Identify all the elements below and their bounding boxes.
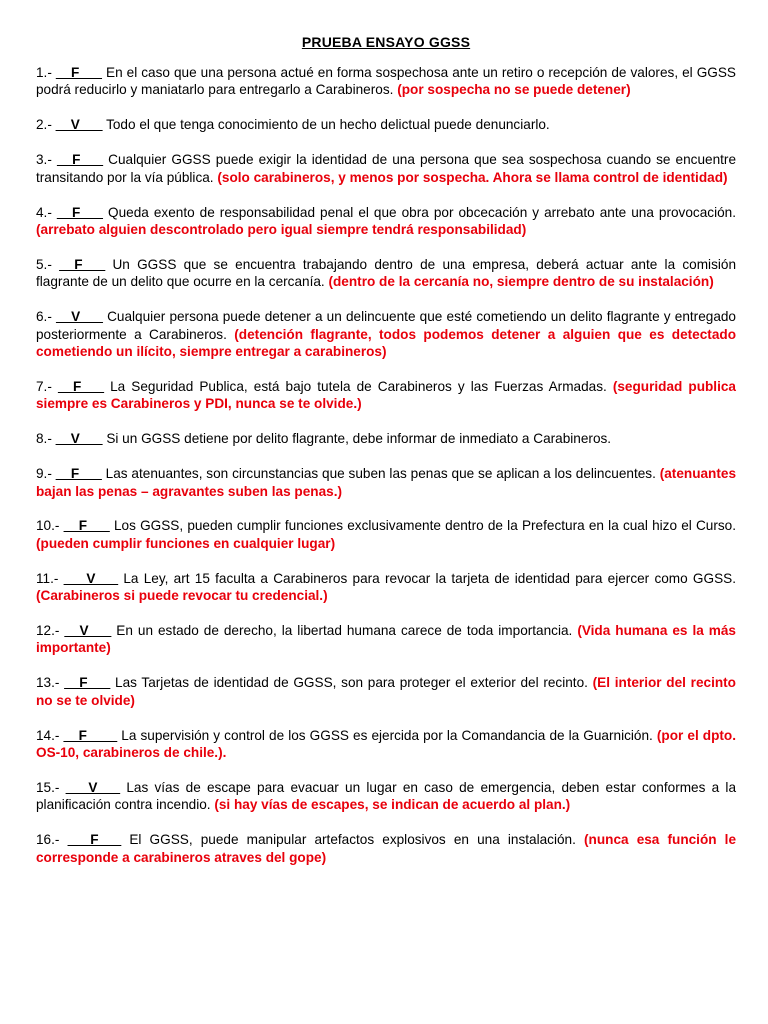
question-item xyxy=(36,151,736,186)
question-text: La Seguridad Publica, está bajo tutela de Carabineros y las Fuerzas Armadas. xyxy=(110,378,607,394)
question-item xyxy=(36,779,736,814)
question-text: Todo el que tenga conocimiento de un hecho delictual puede denunciarlo. xyxy=(106,117,550,133)
question-number: 9.- xyxy=(36,466,52,482)
question-text: Los GGSS, pueden cumplir funciones exclusivamente dentro de la Prefectura en la cual hizo el Curso. xyxy=(113,518,737,534)
question-text: Cualquier persona puede detener a un delincuente que esté cometiendo un delito flagrante y entregado posteriormente a Carabineros. xyxy=(36,309,736,342)
question-number: 10.- xyxy=(36,518,60,534)
question-item xyxy=(36,570,736,605)
question-number: 6.- xyxy=(36,309,52,325)
document-page xyxy=(36,34,736,884)
question-item xyxy=(36,727,736,762)
question-text: Cualquier GGSS puede exigir la identidad de una persona que sea sospechosa cuando se encuentre transitando por la vía pública. xyxy=(36,152,737,185)
correction-note: (si hay vías de escapes, se indican de acuerdo al plan.) xyxy=(214,797,571,813)
correction-note: (por el dpto. OS-10, carabineros de chile.). xyxy=(36,727,737,761)
question-text: Las Tarjetas de identidad de GGSS, son para proteger el exterior del recinto. xyxy=(115,675,588,691)
question-text: El GGSS, puede manipular artefactos explosivos en una instalación. xyxy=(129,832,576,848)
question-item xyxy=(36,256,736,291)
question-text: En el caso que una persona actué en forma sospechosa ante un retiro o recepción de valores, el GGSS podrá reducirlo y maniatarlo para entregarlo a Carabineros. xyxy=(36,65,736,98)
question-number: 15.- xyxy=(36,779,60,795)
answer-mark: __F___ xyxy=(63,518,110,534)
question-text: Si un GGSS detiene por delito flagrante, debe informar de inmediato a Carabineros. xyxy=(106,431,612,447)
question-number: 16.- xyxy=(36,832,60,848)
question-text: Las vías de escape para evacuar un lugar en caso de emergencia, deben estar conformes a la planificación contra incendio. xyxy=(36,779,737,813)
correction-note: (nunca esa función le corresponde a carabineros atraves del gope) xyxy=(36,832,737,865)
question-number: 13.- xyxy=(36,675,60,691)
correction-note: (Vida humana es la más importante) xyxy=(36,623,736,656)
answer-mark: ___F___ xyxy=(67,832,122,848)
question-text: La Ley, art 15 faculta a Carabineros para revocar la tarjeta de identidad para ejercer como GGSS. xyxy=(123,570,736,586)
question-number: 4.- xyxy=(36,204,52,220)
question-number: 7.- xyxy=(36,378,52,394)
answer-mark: ___V___ xyxy=(65,779,121,795)
correction-note: (seguridad publica siempre es Carabineros y PDI, nunca se te olvide.) xyxy=(36,378,736,412)
question-text: Las atenuantes, son circunstancias que suben las penas que se aplican a los delincuentes. xyxy=(105,466,656,482)
question-item xyxy=(36,517,736,552)
correction-note: (atenuantes bajan las penas – agravantes suben las penas.) xyxy=(36,466,737,499)
question-item xyxy=(36,204,736,239)
question-item xyxy=(36,430,736,447)
question-number: 8.- xyxy=(36,431,52,447)
question-number: 2.- xyxy=(36,117,52,133)
answer-mark: __V___ xyxy=(64,623,112,639)
document-title: PRUEBA ENSAYO GGSS xyxy=(301,34,471,50)
answer-mark: __V___ xyxy=(55,431,103,447)
answer-mark: __F___ xyxy=(55,65,102,80)
question-text: Un GGSS que se encuentra trabajando dentro de una empresa, deberá actuar ante la comisión flagrante de un delito que ocurre en la cercanía. xyxy=(36,256,737,290)
correction-note: (detención flagrante, todos podemos detener a alguien que es detectado cometiendo un ilícito, siempre entregar a carabineros) xyxy=(36,326,736,359)
question-text: Queda exento de responsabilidad penal el que obra por obcecación y arrebato ante una provocación. xyxy=(108,204,736,220)
answer-mark: __F___ xyxy=(64,675,111,691)
question-item xyxy=(36,116,736,133)
question-number: 11.- xyxy=(36,570,59,586)
question-number: 12.- xyxy=(36,623,60,639)
question-item xyxy=(36,378,736,413)
answer-mark: __F___ xyxy=(56,204,103,220)
correction-note: (Carabineros si puede revocar tu credencial.) xyxy=(36,588,328,604)
question-text: En un estado de derecho, la libertad humana carece de toda importancia. xyxy=(116,623,573,639)
answer-mark: __F___ xyxy=(56,152,104,168)
answer-mark: __F___ xyxy=(59,256,106,272)
answer-mark: __F___ xyxy=(55,466,102,482)
question-item xyxy=(36,622,736,657)
question-number: 3.- xyxy=(36,152,52,168)
answer-mark: __V___ xyxy=(55,117,103,133)
answer-mark: __V___ xyxy=(56,309,103,325)
answer-mark: __F___ xyxy=(57,378,105,394)
question-number: 1.- xyxy=(36,65,52,80)
answer-mark: __F____ xyxy=(63,727,118,743)
answer-mark: ___V___ xyxy=(63,570,119,586)
question-item xyxy=(36,674,736,709)
question-item xyxy=(36,465,736,500)
question-list xyxy=(36,64,736,866)
question-number: 5.- xyxy=(36,256,52,272)
question-item xyxy=(36,64,736,99)
question-number: 14.- xyxy=(36,727,60,743)
question-item xyxy=(36,308,736,360)
correction-note: (dentro de la cercanía no, siempre dentro de su instalación) xyxy=(328,274,714,290)
correction-note: (solo carabineros, y menos por sospecha. Ahora se llama control de identidad) xyxy=(217,169,728,185)
correction-note: (por sospecha no se puede detener) xyxy=(397,82,631,98)
question-item xyxy=(36,831,736,866)
correction-note: (arrebato alguien descontrolado pero igual siempre tendrá responsabilidad) xyxy=(36,221,527,237)
question-text: La supervisión y control de los GGSS es ejercida por la Comandancia de la Guarnición. xyxy=(121,727,653,743)
correction-note: (El interior del recinto no se te olvide) xyxy=(36,675,736,708)
correction-note: (pueden cumplir funciones en cualquier lugar) xyxy=(36,535,336,551)
